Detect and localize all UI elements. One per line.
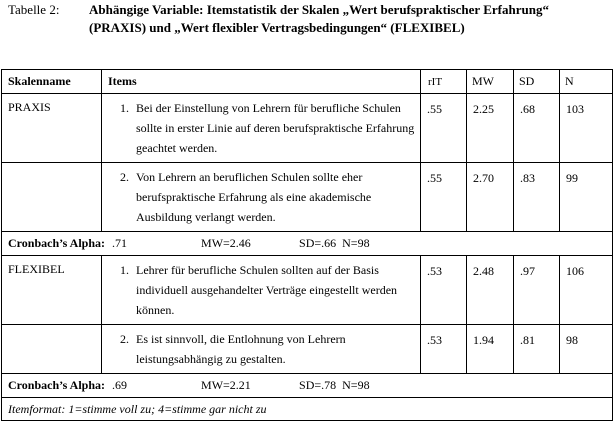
table-caption — [8, 1, 608, 61]
item-text: Von Lehrern an beruflichen Schulen sollte eher berufspraktische Erfahrung als eine akademische Ausbildung verlangt werden. — [136, 170, 372, 224]
item-statistics-table — [1, 69, 613, 421]
alpha-label: Cronbach’s Alpha: — [8, 236, 106, 250]
item-cell — [102, 163, 421, 232]
table-row — [2, 163, 613, 232]
scale-name: PRAXIS — [2, 94, 102, 163]
sd-value: .68 — [514, 94, 560, 163]
item-number: 1. — [120, 263, 129, 277]
header-row — [2, 70, 613, 94]
table-row — [2, 94, 613, 163]
mw-value: 1.94 — [467, 325, 514, 374]
summary-row — [2, 374, 613, 398]
item-text: Lehrer für berufliche Schulen sollten auf der Basis individuell ausgehandelter Verträge eingestellt werden können. — [136, 263, 398, 317]
item-cell — [102, 94, 421, 163]
mw-value: 2.70 — [467, 163, 514, 232]
alpha-label: Cronbach’s Alpha: — [8, 378, 106, 392]
ritt-value: .55 — [421, 163, 467, 232]
item-text: Bei der Einstellung von Lehrern für berufliche Schulen sollte in erster Linie auf deren berufspraktische Erfahrung geachtet werden. — [136, 101, 415, 155]
header-skalenname: Skalenname — [2, 70, 102, 94]
mw-value: 2.25 — [467, 94, 514, 163]
item-number: 1. — [120, 101, 129, 115]
alpha-value: .69 — [112, 378, 128, 392]
sd-value: .83 — [514, 163, 560, 232]
mw-value: 2.48 — [467, 256, 514, 325]
caption-label: Tabelle 2: — [8, 2, 60, 17]
item-cell — [102, 325, 421, 374]
header-sd: SD — [514, 70, 560, 94]
sd-value: .81 — [514, 325, 560, 374]
alpha-value: .71 — [112, 236, 128, 250]
footer-row — [2, 398, 613, 421]
n-value: 99 — [560, 163, 613, 232]
ritt-value: .53 — [421, 256, 467, 325]
header-n: N — [560, 70, 613, 94]
n-value: 103 — [560, 94, 613, 163]
summary-row — [2, 232, 613, 256]
item-format-note: Itemformat: 1=stimme voll zu; 4=stimme gar nicht zu — [2, 398, 613, 421]
table-row — [2, 325, 613, 374]
summary-n: N=98 — [342, 378, 370, 392]
n-value: 98 — [560, 325, 613, 374]
ritt-value: .55 — [421, 94, 467, 163]
header-ritt-label: rIT — [428, 75, 443, 88]
sd-value: .97 — [514, 256, 560, 325]
item-number: 2. — [120, 170, 129, 184]
summary-n: N=98 — [342, 236, 370, 250]
ritt-value: .53 — [421, 325, 467, 374]
scale-name-empty — [2, 163, 102, 232]
n-value: 106 — [560, 256, 613, 325]
header-items: Items — [102, 70, 421, 94]
scale-summary — [2, 232, 613, 256]
scale-name-empty — [2, 325, 102, 374]
item-number: 2. — [120, 332, 129, 346]
summary-sd: SD=.66 — [299, 236, 337, 250]
header-ritt — [421, 70, 467, 94]
scale-summary — [2, 374, 613, 398]
summary-sd: SD=.78 — [299, 378, 337, 392]
caption-title: Abhängige Variable: Itemstatistik der Skalen „Wert berufspraktischer Erfahrung“ (PRAXIS) und „Wert flexibler Vertragsbedingungen“ (FLEXIBEL) — [89, 2, 549, 35]
header-mw: MW — [467, 70, 514, 94]
summary-mw: MW=2.21 — [201, 378, 251, 392]
scale-name: FLEXIBEL — [2, 256, 102, 325]
item-cell — [102, 256, 421, 325]
summary-mw: MW=2.46 — [201, 236, 251, 250]
item-text: Es ist sinnvoll, die Entlohnung von Lehrern leistungsabhängig zu gestalten. — [136, 332, 346, 366]
table-row — [2, 256, 613, 325]
